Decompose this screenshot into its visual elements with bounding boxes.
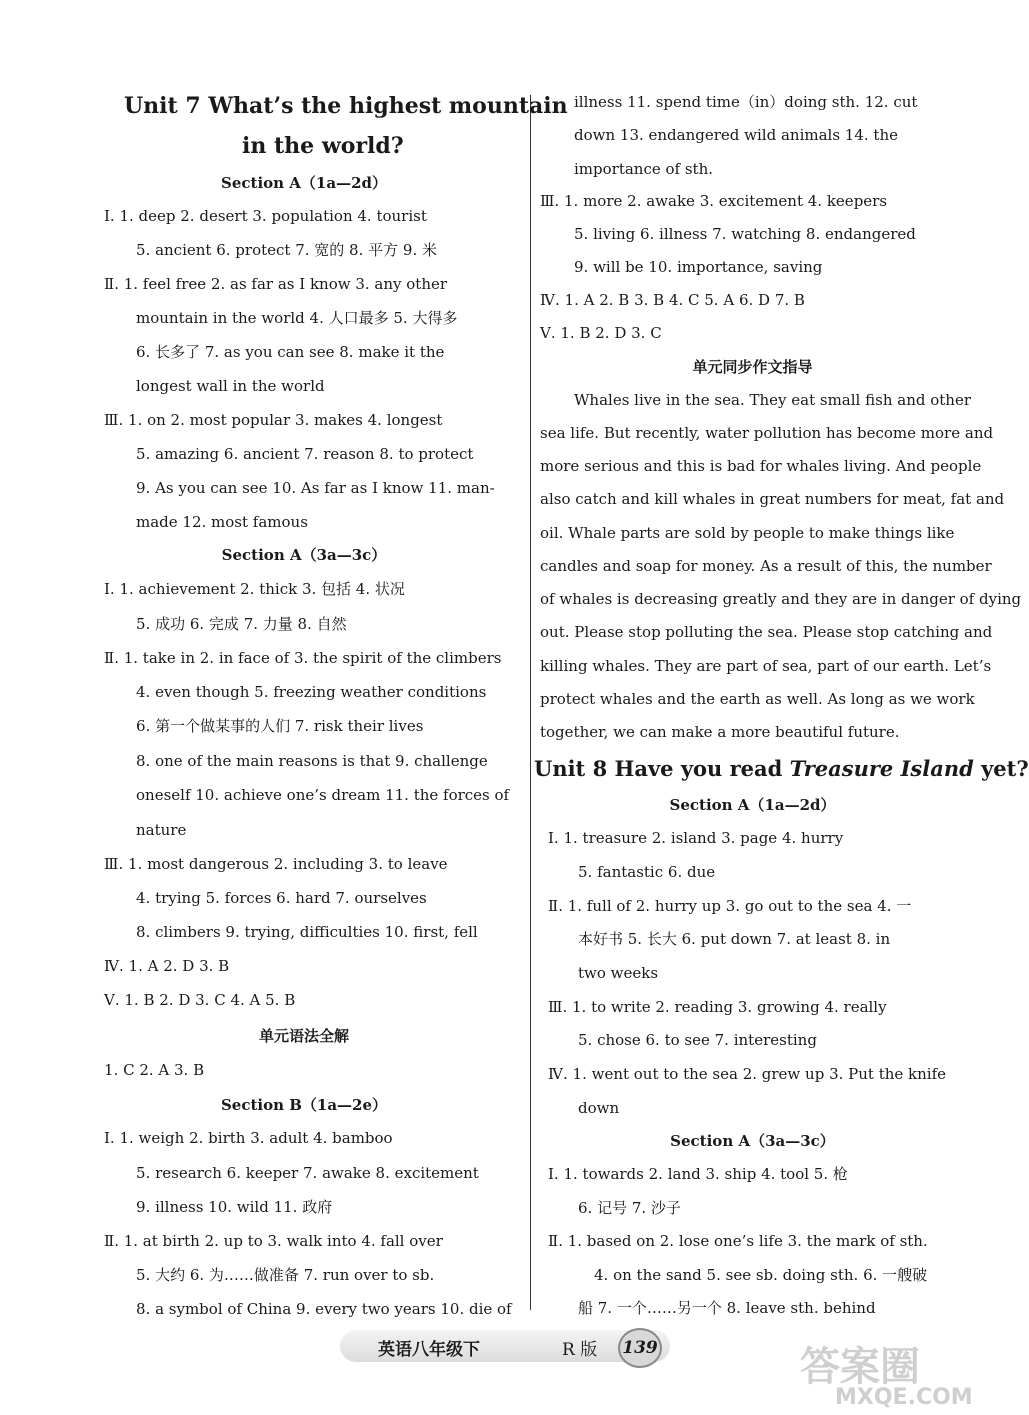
page-number: 139 xyxy=(618,1328,662,1368)
answer-line: Ⅰ. 1. towards 2. land 3. ship 4. tool 5. 枪 xyxy=(548,1165,848,1183)
watermark-url: MXQE.COM xyxy=(835,1385,973,1410)
unit8-title xyxy=(534,756,1029,782)
essay-line: also catch and kill whales in great numbers for meat, fat and xyxy=(540,490,1005,508)
essay-heading: 单元同步作文指导 xyxy=(692,358,813,376)
answer-line: 1. C 2. A 3. B xyxy=(104,1061,205,1079)
answer-line: Ⅳ. 1. A 2. D 3. B xyxy=(104,957,230,975)
grammar-heading: 单元语法全解 xyxy=(258,1027,349,1045)
section-heading: Section A（1a—2d） xyxy=(669,796,836,814)
answer-line: 9. will be 10. importance, saving xyxy=(574,258,823,276)
answer-line: oneself 10. achieve one’s dream 11. the forces of xyxy=(136,786,510,804)
answer-line: 5. fantastic 6. due xyxy=(578,863,716,881)
essay-line: oil. Whale parts are sold by people to make things like xyxy=(540,524,955,542)
page-footer xyxy=(340,1320,670,1370)
answer-line: Ⅰ. 1. weigh 2. birth 3. adult 4. bamboo xyxy=(104,1129,393,1147)
answer-line: two weeks xyxy=(578,964,659,982)
unit8-title-part1: Unit 8 Have you read xyxy=(534,756,790,781)
book-title: 英语八年级下 xyxy=(378,1340,480,1360)
answer-line: 9. As you can see 10. As far as I know 11. man- xyxy=(136,479,495,497)
answer-line: illness 11. spend time（in）doing sth. 12. cut xyxy=(574,93,918,111)
answer-line: 9. illness 10. wild 11. 政府 xyxy=(136,1198,333,1216)
answer-line: Ⅳ. 1. A 2. B 3. B 4. C 5. A 6. D 7. B xyxy=(540,291,805,309)
answer-line: Ⅴ. 1. B 2. D 3. C 4. A 5. B xyxy=(104,991,296,1009)
answer-line: made 12. most famous xyxy=(136,513,308,531)
answer-line: Ⅱ. 1. feel free 2. as far as I know 3. any other xyxy=(104,275,448,293)
answer-line: Ⅱ. 1. take in 2. in face of 3. the spirit of the climbers xyxy=(104,649,502,667)
answer-line: Ⅲ. 1. more 2. awake 3. excitement 4. keepers xyxy=(540,192,888,210)
essay-line: out. Please stop polluting the sea. Please stop catching and xyxy=(540,623,993,641)
section-heading: Section A（3a—3c） xyxy=(221,546,387,564)
essay-line: protect whales and the earth as well. As long as we work xyxy=(540,690,975,708)
answer-line: 4. trying 5. forces 6. hard 7. ourselves xyxy=(136,889,427,907)
answer-line: 5. ancient 6. protect 7. 宽的 8. 平方 9. 米 xyxy=(136,241,437,259)
answer-line: Ⅰ. 1. treasure 2. island 3. page 4. hurry xyxy=(548,829,844,847)
answer-line: mountain in the world 4. 人口最多 5. 大得多 xyxy=(136,309,458,327)
answer-line: 船 7. 一个……另一个 8. leave sth. behind xyxy=(578,1299,876,1317)
column-divider xyxy=(530,95,531,1310)
unit7-title-line2: in the world? xyxy=(242,133,404,159)
answer-line: Ⅱ. 1. at birth 2. up to 3. walk into 4. fall over xyxy=(104,1232,443,1250)
essay-line: more serious and this is bad for whales living. And people xyxy=(540,457,982,475)
answer-line: 8. climbers 9. trying, difficulties 10. first, fell xyxy=(136,923,478,941)
answer-line: 6. 记号 7. 沙子 xyxy=(578,1199,681,1217)
answer-line: longest wall in the world xyxy=(136,377,325,395)
unit8-book-title: Treasure Island xyxy=(789,756,974,781)
unit7-title-line1: Unit 7 What’s the highest mountain xyxy=(124,93,568,119)
answer-line: Ⅰ. 1. achievement 2. thick 3. 包括 4. 状况 xyxy=(104,580,405,598)
answer-line: Ⅱ. 1. full of 2. hurry up 3. go out to the sea 4. 一 xyxy=(548,897,912,915)
unit8-title-part3: yet? xyxy=(973,756,1029,781)
answer-line: 5. chose 6. to see 7. interesting xyxy=(578,1031,817,1049)
edition-label: R 版 xyxy=(562,1340,598,1360)
answer-line: 4. on the sand 5. see sb. doing sth. 6. 一艘破 xyxy=(594,1266,928,1284)
answer-line: down 13. endangered wild animals 14. the xyxy=(574,126,898,144)
essay-line: together, we can make a more beautiful future. xyxy=(540,723,900,741)
answer-line: 5. 成功 6. 完成 7. 力量 8. 自然 xyxy=(136,615,347,633)
answer-line: Ⅲ. 1. to write 2. reading 3. growing 4. really xyxy=(548,998,887,1016)
answer-line: 5. living 6. illness 7. watching 8. endangered xyxy=(574,225,916,243)
answer-line: Ⅲ. 1. on 2. most popular 3. makes 4. longest xyxy=(104,411,443,429)
answer-line: Ⅳ. 1. went out to the sea 2. grew up 3. Put the knife xyxy=(548,1065,947,1083)
essay-line: candles and soap for money. As a result of this, the number xyxy=(540,557,992,575)
answer-line: nature xyxy=(136,821,187,839)
answer-line: Ⅴ. 1. B 2. D 3. C xyxy=(540,324,662,342)
essay-line: of whales is decreasing greatly and they are in danger of dying xyxy=(540,590,1022,608)
answer-line: 8. one of the main reasons is that 9. challenge xyxy=(136,752,488,770)
essay-line: sea life. But recently, water pollution has become more and xyxy=(540,424,994,442)
answer-line: importance of sth. xyxy=(574,160,714,178)
answer-line: 6. 长多了 7. as you can see 8. make it the xyxy=(136,343,445,361)
section-heading: Section B（1a—2e） xyxy=(220,1096,388,1114)
answer-line: 5. 大约 6. 为……做准备 7. run over to sb. xyxy=(136,1266,435,1284)
answer-line: down xyxy=(578,1099,620,1117)
answer-line: Ⅰ. 1. deep 2. desert 3. population 4. tourist xyxy=(104,207,427,225)
watermark-logo: 答案圈 xyxy=(800,1344,920,1390)
answer-line: Ⅲ. 1. most dangerous 2. including 3. to leave xyxy=(104,855,448,873)
answer-line: Ⅱ. 1. based on 2. lose one’s life 3. the mark of sth. xyxy=(548,1232,928,1250)
essay-line: Whales live in the sea. They eat small fish and other xyxy=(574,391,971,409)
answer-line: 4. even though 5. freezing weather conditions xyxy=(136,683,487,701)
section-heading: Section A（3a—3c） xyxy=(670,1132,835,1150)
answer-line: 本好书 5. 长大 6. put down 7. at least 8. in xyxy=(578,930,891,948)
section-heading: Section A（1a—2d） xyxy=(221,174,387,192)
answer-line: 5. amazing 6. ancient 7. reason 8. to protect xyxy=(136,445,474,463)
answer-line: 8. a symbol of China 9. every two years 10. die of xyxy=(136,1300,512,1318)
answer-line: 5. research 6. keeper 7. awake 8. excitement xyxy=(136,1164,479,1182)
essay-line: killing whales. They are part of sea, part of our earth. Let’s xyxy=(540,657,992,675)
answer-line: 6. 第一个做某事的人们 7. risk their lives xyxy=(136,717,424,735)
